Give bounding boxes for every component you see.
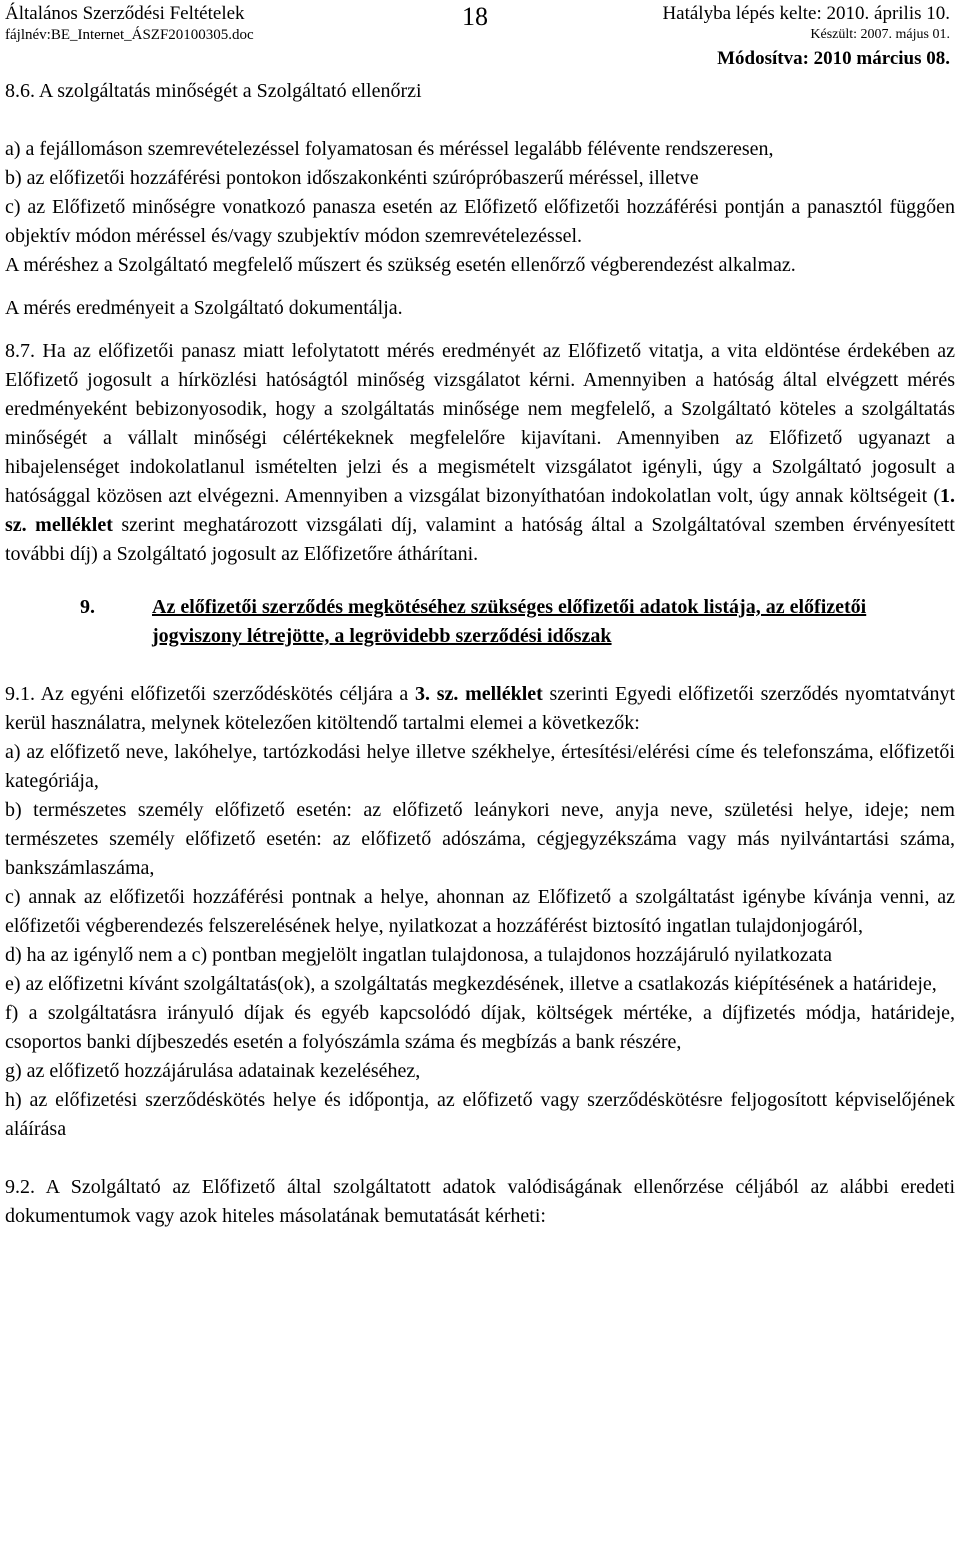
file-name: fájlnév:BE_Internet_ÁSZF20100305.doc: [5, 27, 254, 43]
section-9-1-item-f: f) a szolgáltatásra irányuló díjak és egyéb kapcsolódó díjak, költségek mértéke, a díjfizetés módja, határideje, csoportos banki díjbeszedés esetén a folyószámla száma és megbízás a bank részére,: [5, 1002, 955, 1053]
section-9-1-item-d: d) ha az igénylő nem a c) pontban megjelölt ingatlan tulajdonosa, a tulajdonos hozzájáruló nyilatkozata: [5, 944, 832, 966]
section-9-title: Az előfizetői szerződés megkötéséhez szükséges előfizetői adatok listája, az előfizetői jogviszony létrejötte, a legrövidebb szerződési időszak: [152, 596, 867, 647]
section-9-1-item-g: g) az előfizető hozzájárulása adatainak kezeléséhez,: [5, 1060, 421, 1082]
section-8-7-text-cont: szerint meghatározott vizsgálati díj, valamint a hatóság által a Szolgáltatóval szemben érvényesített további díj) a Szolgáltató jogosult az Előfizetőre áthárítani.: [5, 514, 955, 565]
section-8-6-item-c: c) az Előfizető minőségre vonatkozó panasza esetén az Előfizető előfizetői hozzáférési pontján a panasztól függően objektív módon méréssel és/vagy szubjektív módon szemrevételezéssel.: [5, 196, 955, 247]
section-9-number: 9.: [80, 596, 95, 618]
section-8-6-tools: A méréshez a Szolgáltató megfelelő műszert és szükség esetén ellenőrző végberendezést alkalmaz.: [5, 254, 796, 276]
section-9-1-text-cont: szerinti Egyedi előfizetői szerződés nyomtatványt kerül használatra, melynek kötelezően kitöltendő tartalmi elemei a következők:: [5, 683, 956, 734]
section-9-1-item-e: e) az előfizetni kívánt szolgáltatás(ok), a szolgáltatás megkezdésének, illetve a csatlakozás kiépítésének a határideje,: [5, 973, 937, 995]
section-8-6-item-b: b) az előfizetői hozzáférési pontokon időszakonkénti szúrópróbaszerű méréssel, illetve: [5, 167, 699, 189]
section-9-1-item-c: c) annak az előfizetői hozzáférési pontnak a helye, ahonnan az Előfizető a szolgáltatást igénybe kívánja venni, az előfizetői végberendezés felszerelésének helye, nyilatkozat a hozzáférést biztosító ingatlan tulajdonjogáról,: [5, 886, 955, 937]
section-8-7-paragraph: [5, 337, 955, 569]
spacer: [5, 323, 955, 337]
section-9-heading: [80, 593, 955, 651]
section-8-7-text: 8.7. Ha az előfizetői panasz miatt lefolytatott mérés eredményét az Előfizető vitatja, a vita eldöntése érdekében az Előfizető jogosult a hírközlési hatóságtól minőség vizsgálatot kérni. Amennyiben a hatóság által elvégzett mérés eredményeként bebizonyosodik, hogy a szolgáltatás minősége nem megfelelő, a Szolgáltató köteles a szolgáltatás minőségét a vállalt minőségi célértékeknek megfelelőre kijavítani. Amennyiben az Előfizető ugyanazt a hibajelenséget indokolatlanul ismételten jelzi és a megismételt vizsgálatot igényli, úgy a Szolgáltató jogosult a hatósággal közösen azt elvégezni. Amennyiben a vizsgálat bizonyíthatóan indokolatlan volt, úgy annak költségeit (: [5, 340, 955, 507]
section-8-6-item-a: a) a fejállomáson szemrevételezéssel folyamatosan és méréssel legalább félévente rendszeresen,: [5, 138, 774, 160]
section-9-1-item-h: h) az előfizetési szerződéskötés helye és időpontja, az előfizető vagy szerződéskötésre feljogosított képviselőjének aláírása: [5, 1089, 955, 1140]
section-9-1-text: 9.1. Az egyéni előfizetői szerződéskötés céljára a: [5, 683, 415, 705]
section-8-6-documentation: A mérés eredményeit a Szolgáltató dokumentálja.: [5, 297, 403, 319]
spacer: [5, 569, 955, 583]
spacer: [5, 280, 955, 294]
space: [27, 514, 35, 536]
spacer: [5, 1144, 955, 1173]
spacer: [5, 651, 955, 680]
annex-word: melléklet: [35, 514, 113, 536]
modified-date: Módosítva: 2010 március 08.: [717, 48, 950, 69]
annex-3-ref: 3. sz.: [415, 683, 459, 705]
section-9-1-item-a: a) az előfizető neve, lakóhelye, tartózkodási helye illetve székhelye, értesítési/elérési címe és telefonszáma, előfizetői kategóriája,: [5, 741, 955, 792]
effective-date: Hatályba lépés kelte: 2010. április 10.: [662, 3, 950, 24]
created-date: Készült: 2007. május 01.: [810, 27, 950, 42]
section-9-2-paragraph: 9.2. A Szolgáltató az Előfizető által szolgáltatott adatok valódiságának ellenőrzése céljából az alábbi eredeti dokumentumok vagy azok hiteles másolatának bemutatását kérheti:: [5, 1176, 955, 1227]
page-number: 18: [462, 2, 488, 31]
spacer: [5, 106, 955, 135]
section-8-6-intro: 8.6. A szolgáltatás minőségét a Szolgáltató ellenőrzi: [5, 80, 422, 102]
annex-word: melléklet: [465, 683, 543, 705]
section-9-1-item-b: b) természetes személy előfizető esetén: az előfizető leánykori neve, anyja neve, születési helye, ideje; nem természetes személy előfizető esetén: az előfizető adószáma, cégjegyzékszáma vagy más nyilvántartási száma, bankszámlaszáma,: [5, 799, 955, 879]
document-title: Általános Szerződési Feltételek: [5, 3, 245, 24]
document-body: [5, 77, 955, 1231]
annex-1-ref: 1. sz.: [5, 485, 955, 536]
section-9-1-paragraph: [5, 680, 955, 738]
